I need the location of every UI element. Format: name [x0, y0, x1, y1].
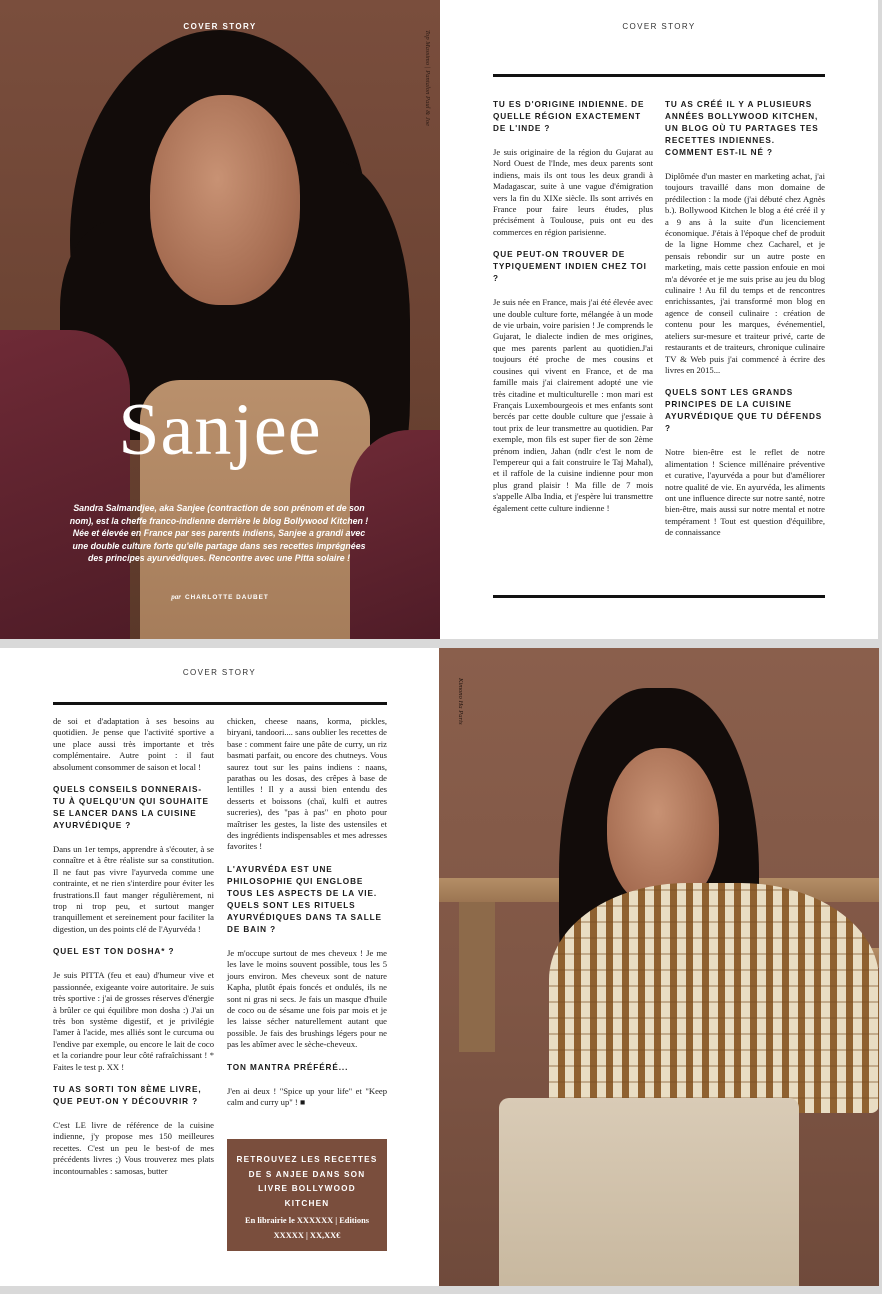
answer-paragraph: Je suis originaire de la région du Gujarat au Nord Ouest de l'Inde, mes deux parents sont indiens, mais ils ont tous les deux grandi à Madagascar, suite à une vague d'émigration vers la fin du XIXe siècle. Ils sont arrivés en France pour faire leurs études, plus précisément à Toulouse, puis ont eu des commerces en région parisienne.	[493, 147, 653, 237]
answer-paragraph: Diplômée d'un master en marketing achat, j'ai toujours travaillé dans mon domaine de prédilection : la mode (j'ai débuté chez Agnès b.). Bollywood Kitchen le blog a été créé il y a 9 ans à la suite d'un licenciement économique. J'étais à l'époque chef de produit de la ligne Homme chez Cacharel, et je pensais rebondir sur un autre poste en marketing, mais cette passion enfouie en moi m'a dévorée et je me suis prise au jeu du blog culinaire ! Au fil du temps et de rencontres enrichissantes, j'ai transformé mon blog en agence de conseil culinaire : création de contenu pour les marques, événementiel, ateliers sur-mesure et traiteur privé, carte de restaurants et de traiteurs, chronique culinaire TV & Web puis j'ai commencé à écrire des livres en 2015...	[665, 171, 825, 375]
portrait-photo	[439, 648, 879, 1286]
promo-footer: En librairie le XXXXXX | Editions XXXXX | XX,XX€	[245, 1216, 369, 1241]
cover-name: Sanjee	[118, 389, 322, 471]
answer-paragraph: J'en ai deux ! "Spice up your life" et "Keep calm and curry up" ! ■	[227, 1085, 387, 1107]
question-heading: TU ES D'ORIGINE INDIENNE. DE QUELLE RÉGION EXACTEMENT DE L'INDE ?	[493, 100, 645, 133]
portrait-page	[439, 648, 879, 1286]
section-kicker: COVER STORY	[182, 668, 257, 677]
column-right	[665, 97, 825, 550]
answer-paragraph: Je m'occupe surtout de mes cheveux ! Je me les lave le moins souvent possible, tous les 5 jours environ. Mes cheveux sont de nature Kapha, plutôt épais foncés et ondulés, ils ne sont ni gras ni secs. Je fais un masque d'huile de coco ou de sésame une fois par mois et je les laisse sécher naturellement autant que possible. Je fais des brushings légers pour ne pas les abîmer avec le sèche-cheveux.	[227, 947, 387, 1050]
answer-paragraph: chicken, cheese naans, korma, pickles, biryani, tandoori.... sans oublier les recettes de base : comment faire une pâte de curry, un riz basmati parfait, ou encore des chutneys. Vous saurez tout sur les pains indiens : naans, parathas ou les dosas, des crêpes à base de lentilles ! Il y a aussi bien entendu des desserts et boissons (chaï, kulfi et autres sucreries), des "pas à pas" en photo pour maîtriser les gestes, la liste des ustensiles et des ingrédients indispensables et mes adresses favorites !	[227, 716, 387, 852]
section-kicker: COVER STORY	[622, 22, 696, 31]
cover-page	[0, 0, 440, 639]
question-heading: QUE PEUT-ON TROUVER DE TYPIQUEMENT INDIEN CHEZ TOI ?	[493, 250, 647, 284]
byline: par CHARLOTTE DAUBET	[171, 593, 269, 601]
column-left	[53, 716, 214, 1188]
photo-credit: Top Massimo | Pantalon Paul & Joe	[424, 30, 431, 127]
top-rule	[493, 74, 825, 77]
column-left	[493, 97, 653, 525]
answer-paragraph: C'est LE livre de référence de la cuisine indienne, j'y propose mes 150 meilleures recettes. C'est un peu le best-of de mes précédents livres ;) Vous trouverez mes plats incontournables : samosas, butter	[53, 1119, 214, 1176]
answer-paragraph: Je suis PITTA (feu et eau) d'humeur vive et passionnée, exigeante voire autoritaire. Je suis très sportive : j'ai de grosses réserves d'énergie à brûler ce qui équilibre mon dosha :) J'ai un très bon système digestif, et je privilégie l'amer à l'acide, mes alliés sont le curcuma ou l'endive par exemple, ou encore le lait de coco et la coriandre pour leur côté rafraîchissant ! * Faites le test p. XX !	[53, 970, 214, 1072]
article-page-2	[0, 648, 439, 1286]
photo-credit: Kimono Ha Paris	[457, 678, 464, 725]
top-rule	[53, 702, 387, 705]
cover-lede: Sandra Salmandjee, aka Sanjee (contraction de son prénom et de son nom), est la cheffe franco-indienne derrière le blog Bollywood Kitchen ! Née et élevée en France par ses parents indiens, Sanjee a grandi avec une double culture forte qu'elle partage dans ses recettes imprégnées des principes ayurvédiques. Rencontre avec une Pitta solaire !	[69, 503, 369, 564]
answer-paragraph: Je suis née en France, mais j'ai été élevée avec une double culture forte, mélangée à un mode de vie urbain, voire parisien ! Je comprends le Gujarat, le dialecte indien de mes origines, que mes parents parlent au quotidien.J'ai toujours été proche de mes cousins et cousines qui vivent en France, et de ma famille mais j'ai clairement adopté une vie très citadine et multiculturelle : mon mari est Français Luxembourgeois et mes enfants sont bercés par cette double culture que j'essaie à tout prix de leur transmettre au quotidien. Par exemple, mon fils est super fier de son 2ème prénom indien, Jahan (ndlr c'est le nom de l'empereur qui a fait construire le Taj Mahal), et il raffole de la cuisine indienne pour mon plus grand plaisir ! Ma fille de 7 mois s'appelle Alba India, et j'espère lui transmettre également cette culture indienne !	[493, 297, 653, 513]
promo-heading: RETROUVEZ LES RECETTES DE S ANJEE DANS SON LIVRE BOLLYWOOD KITCHEN	[236, 1155, 378, 1208]
bottom-rule	[493, 595, 825, 598]
answer-paragraph: de soi et d'adaptation à ses besoins au quotidien. Je pense que l'activité sportive a une place aussi très importante et très complémentaire. Autre point : il faut absolument consommer de saison et local !	[53, 716, 214, 772]
question-heading: QUEL EST TON DOSHA* ?	[53, 947, 175, 957]
question-heading: TU AS SORTI TON 8ÈME LIVRE, QUE PEUT-ON Y DÉCOUVRIR ?	[53, 1084, 202, 1106]
article-page-1	[440, 0, 878, 639]
section-kicker: COVER STORY	[183, 22, 257, 31]
question-heading: L'AYURVÉDA EST UNE PHILOSOPHIE QUI ENGLOBE TOUS LES ASPECTS DE LA VIE. QUELS SONT LES RITUELS AYURVÉDIQUES DANS TA SALLE DE BAIN ?	[227, 864, 382, 934]
question-heading: QUELS CONSEILS DONNERAIS-TU À QUELQU'UN QUI SOUHAITE SE LANCER DANS LA CUISINE AYURVÉDIQUE ?	[53, 785, 209, 831]
book-promo-box	[227, 1139, 387, 1251]
answer-paragraph: Notre bien-être est le reflet de notre alimentation ! Science millénaire préventive et curative, l'ayurvéda a pour but d'améliorer notre qualité de vie. En ayurvéda, les aliments ont une influence directe sur notre santé, notre bien-être, mais aussi sur notre mental et notre tempérament ! Tout est question d'équilibre, de connaissance	[665, 447, 825, 538]
question-heading: QUELS SONT LES GRANDS PRINCIPES DE LA CUISINE AYURVÉDIQUE QUE TU DÉFENDS ?	[665, 388, 823, 434]
column-right	[227, 716, 387, 1119]
question-heading: TU AS CRÉÉ IL Y A PLUSIEURS ANNÉES BOLLYWOOD KITCHEN, UN BLOG OÙ TU PARTAGES TES RECETTES INDIENNES. COMMENT EST-IL NÉ ?	[665, 100, 819, 157]
question-heading: TON MANTRA PRÉFÉRÉ...	[227, 1062, 349, 1072]
answer-paragraph: Dans un 1er temps, apprendre à s'écouter, à se connaître et à être réaliste sur sa constitution. Il ne faut pas vivre l'ayurveda comme une contrainte, et ne rien s'interdire pour éviter les frustrations.Il faut manger régulièrement, ni trop ni trop peu, et surtout manger tranquillement et sereinement pour faciliter la digestion, un des points clé de l'Ayurvéda !	[53, 844, 214, 934]
